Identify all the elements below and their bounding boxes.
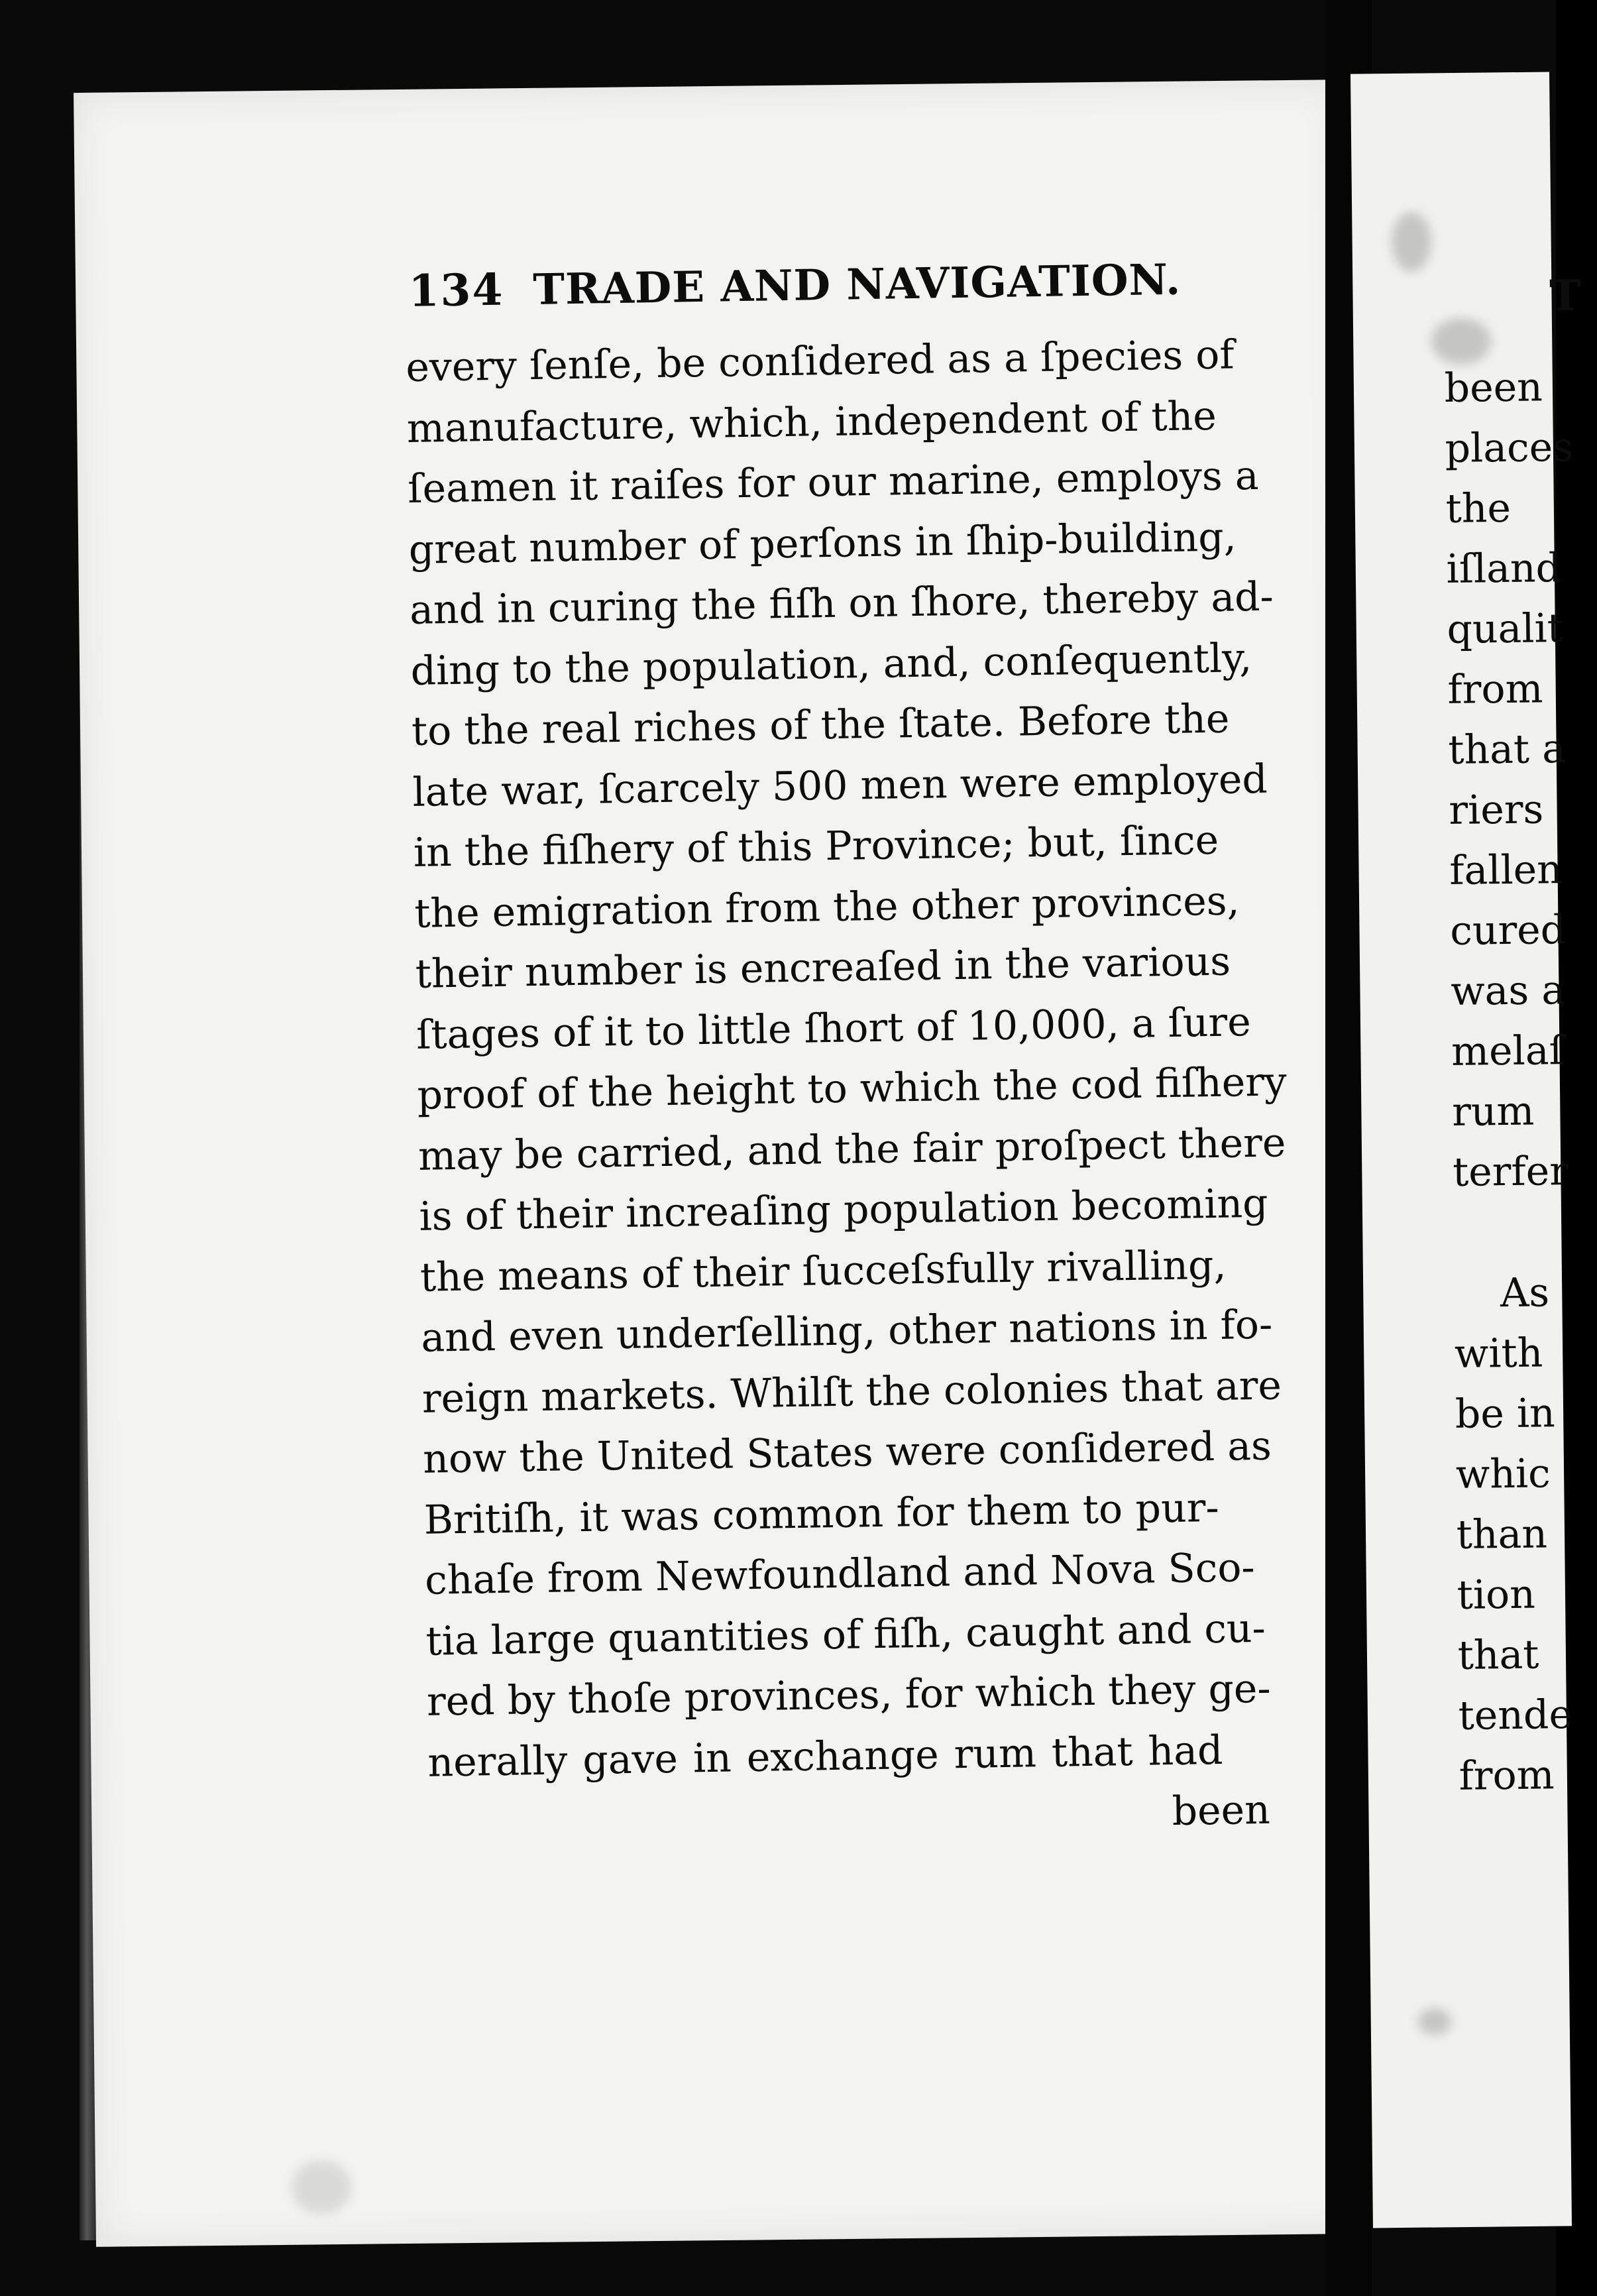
text-line: chaſe from Newfoundland and Nova Sco-	[424, 1544, 1256, 1604]
facing-line: places	[1445, 424, 1574, 472]
text-line: great number of perſons in ſhip-building,	[408, 513, 1237, 573]
text-line: and even underſelling, other nations in fo-	[420, 1301, 1273, 1361]
page-number: 134	[408, 263, 504, 317]
facing-line: terfer	[1452, 1148, 1569, 1196]
paragraph-gap	[1453, 1202, 1567, 1264]
text-line: the emigration from the other provinces,	[413, 877, 1240, 937]
text-line: tia large quantities of fiſh, caught and cu-	[425, 1605, 1266, 1665]
facing-line: cured	[1449, 907, 1567, 954]
text-line: every ſenſe, be conſidered as a ſpecies of	[405, 331, 1235, 391]
facing-line: fallen	[1449, 846, 1563, 894]
text-line: their number is encreaſed in the various	[415, 938, 1231, 998]
text-line: ſtages of it to little ſhort of 10,000, a ſure	[415, 998, 1252, 1059]
body-text	[405, 325, 1288, 1854]
text-line: ding to the population, and, conſequently,	[410, 634, 1252, 695]
facing-line: tende	[1458, 1692, 1573, 1739]
text-line: is of their increaſing population becoming	[419, 1180, 1268, 1240]
facing-line: iſland	[1446, 545, 1562, 593]
facing-line: As	[1500, 1269, 1550, 1317]
text-line: in the fiſhery of this Province; but, ſince	[413, 817, 1219, 876]
facing-line: than	[1456, 1511, 1548, 1558]
text-line: nerally gave in exchange rum that had	[427, 1727, 1223, 1786]
ink-smudge	[1392, 212, 1431, 272]
text-line: now the United States were conſidered as	[422, 1422, 1272, 1483]
facing-line: qualit	[1447, 605, 1564, 653]
facing-running-head: T	[1549, 270, 1582, 321]
facing-line: tion	[1457, 1571, 1536, 1619]
facing-line: the	[1445, 485, 1512, 532]
facing-line: be in	[1455, 1390, 1556, 1438]
text-line: red by thoſe provinces, for which they ge-	[426, 1665, 1272, 1725]
text-line: may be carried, and the fair proſpect there	[417, 1119, 1286, 1180]
text-line: to the real riches of the ſtate. Before the	[411, 695, 1230, 755]
text-line: the means of their ſucceſsfully rivalling,	[419, 1241, 1227, 1301]
facing-line: riers	[1449, 786, 1544, 834]
facing-page-fragment	[1443, 270, 1582, 1807]
running-head-title: TRADE AND NAVIGATION.	[532, 255, 1182, 315]
text-line: late war, ſcarcely 500 men were employed	[412, 756, 1268, 816]
text-line: manufacture, which, independent of the	[406, 392, 1217, 452]
text-line: Britiſh, it was common for them to pur-	[423, 1484, 1220, 1544]
facing-line: that a	[1448, 726, 1567, 774]
text-line: proof of the height to which the cod fiſhery	[417, 1059, 1288, 1119]
facing-line: rum	[1451, 1088, 1535, 1135]
catchword: been	[1172, 1786, 1271, 1835]
ink-smudge	[1418, 2008, 1451, 2035]
text-line: ſeamen it raiſes for our marine, employs a	[407, 452, 1259, 512]
facing-line: that	[1457, 1631, 1539, 1679]
facing-line: with	[1454, 1330, 1543, 1377]
text-line: reign markets. Whilſt the colonies that are	[421, 1361, 1282, 1422]
page-text-block	[404, 252, 1288, 1854]
text-line: and in curing the fiſh on ſhore, thereby ad-	[409, 573, 1274, 634]
facing-line: from	[1447, 665, 1543, 713]
running-head	[408, 252, 1254, 338]
facing-line: melaſ	[1451, 1027, 1565, 1075]
ink-smudge	[292, 2161, 351, 2214]
facing-line: whic	[1455, 1450, 1551, 1498]
facing-line: was a	[1450, 967, 1566, 1015]
facing-line: from	[1459, 1752, 1555, 1800]
facing-line: been	[1444, 364, 1543, 412]
